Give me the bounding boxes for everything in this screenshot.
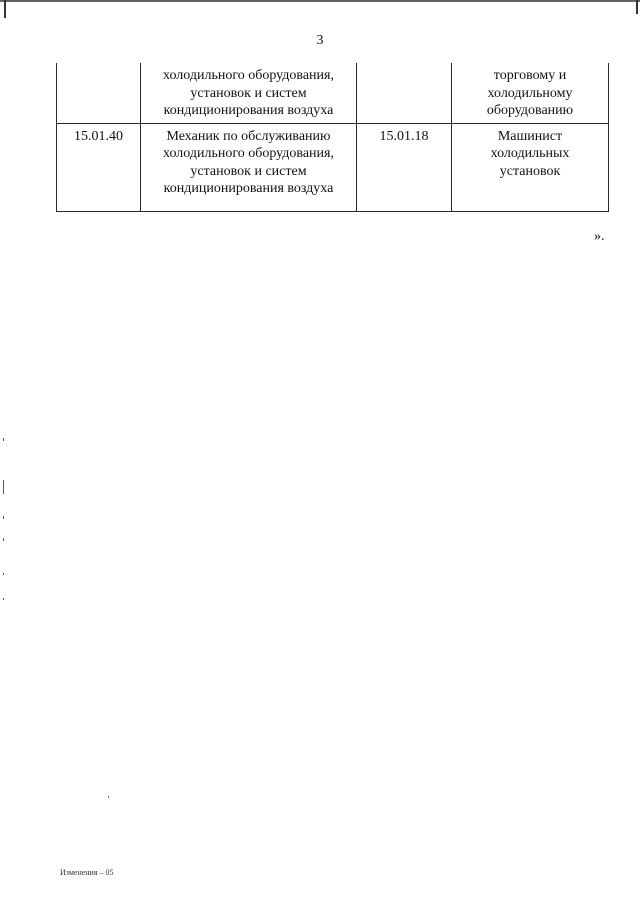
page-number: 3: [316, 33, 324, 48]
scan-right-edge: [636, 0, 638, 14]
table-cell-code-b: [357, 63, 452, 123]
margin-speck: [3, 573, 4, 575]
cell-text: Механик по обслуживанию холодильного оборудования, установок и систем кондиционирования воздуха: [163, 128, 334, 196]
cell-text: торговому и холодильному оборудованию: [486, 68, 574, 118]
scan-speck: [108, 796, 109, 798]
table-cell-name-a: [141, 123, 357, 211]
closing-quote: ».: [594, 229, 605, 244]
cell-text: Машинист холодильных установок: [490, 128, 570, 179]
profession-correspondence-table: [56, 63, 609, 212]
cell-text: 15.01.18: [379, 128, 429, 144]
table-cell-code-b: [357, 123, 452, 211]
scan-left-edge: [4, 0, 6, 18]
table-cell-name-b: [452, 63, 609, 123]
margin-mark: [3, 480, 4, 494]
table-row: [57, 63, 609, 123]
scan-top-edge: [0, 0, 640, 2]
table-cell-name-b: [452, 123, 609, 211]
margin-speck: [3, 438, 4, 441]
table-cell-name-a: [141, 63, 357, 123]
footer-revision-note: Изменения – 05: [60, 868, 114, 877]
cell-text: холодильного оборудования, установок и систем кондиционирования воздуха: [163, 68, 334, 118]
cell-text: 15.01.40: [74, 128, 123, 144]
margin-speck: [3, 538, 4, 541]
margin-speck: [3, 516, 4, 519]
margin-speck: [3, 598, 4, 600]
table-row: [57, 123, 609, 211]
table-cell-code-a: [57, 123, 141, 211]
table-cell-code-a: [57, 63, 141, 123]
